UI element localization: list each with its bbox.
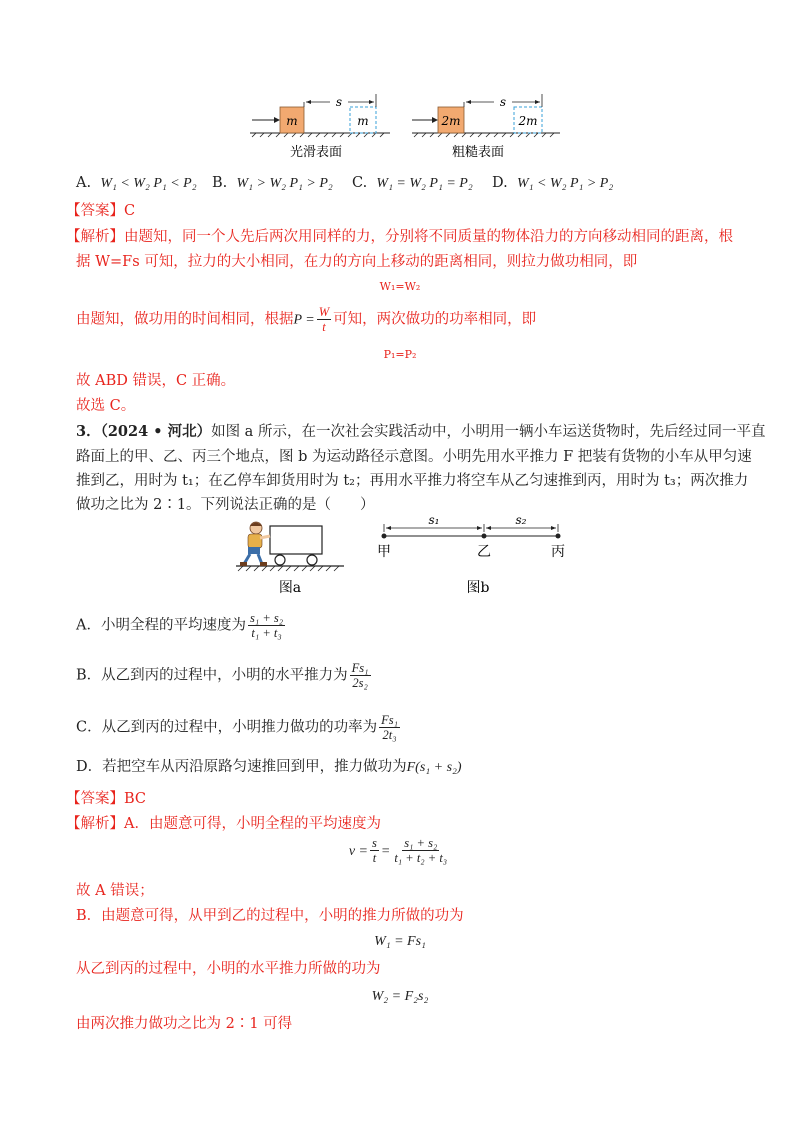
figure-b-label: 图b <box>466 580 490 596</box>
smooth-label: 光滑表面 <box>289 145 343 160</box>
svg-text:2m: 2m <box>518 114 538 128</box>
q3-option-a: A．小明全程的平均速度为 $\frac{\text{s₁ + s₂}}{\text{t₁ + t₃}}$ <box>76 611 284 640</box>
answer-q2: 【答案】C <box>66 203 136 219</box>
eq-p: P₁=P₂ <box>383 348 417 361</box>
q3-option-d: D．若把空车从丙沿原路匀速推回到甲，推力做功为F(s₁ + s₂) <box>76 759 462 775</box>
analysis-q3-b2: 从乙到丙的过程中，小明的水平推力所做的功为 <box>76 961 381 977</box>
svg-text:s₂: s₂ <box>515 513 527 527</box>
point-bing: 丙 <box>551 544 565 560</box>
conclusion-2: 故选 C。 <box>76 398 136 414</box>
q3-stem-line4: 做功之比为 2∶1。下列说法正确的是（ ） <box>76 497 375 513</box>
analysis-q3-b: B．由题意可得，从甲到乙的过程中，小明的推力所做的功为 <box>76 908 464 924</box>
conclusion-1: 故 ABD 错误，C 正确。 <box>76 373 236 389</box>
svg-text:m: m <box>286 114 298 128</box>
svg-text:m: m <box>357 114 369 128</box>
cart-body <box>270 526 322 554</box>
a-wrong: 故 A 错误； <box>76 883 154 899</box>
option-a: A. W₁ < W₂ P₁ < P₂ <box>76 175 197 191</box>
point-yi: 乙 <box>477 544 491 560</box>
q3-stem-line1: 3．（2024 • 河北）如图 a 所示，在一次社会实践活动中，小明用一辆小车运送货物时，先后经过同一平直 <box>76 423 766 440</box>
q3-option-b: B．从乙到丙的过程中，小明的水平推力为 $\frac{\text{Fs₁}}{\text{2s₂}}$ <box>76 661 369 690</box>
analysis-q3-b3: 由两次推力做功之比为 2∶1 可得 <box>76 1016 293 1032</box>
analysis-q2-line3: 由题知，做功用的时间相同，根据P = $\frac{W}{t}$ 可知，两次做功的功率相同，即 <box>76 305 537 334</box>
svg-text:s₁: s₁ <box>428 513 440 527</box>
eq-w2: W₂ = F₂s₂ <box>371 989 429 1004</box>
eq-w1: W₁ = Fs₁ <box>374 934 426 949</box>
rough-surface-diagram <box>412 94 560 160</box>
svg-text:s: s <box>335 95 343 109</box>
eq-v: v = $\frac{s}{t}$ = $\frac{\text{s₁ + s₂}}{\text{t₁ + t₂ + t₃}}$ <box>348 836 448 865</box>
analysis-q3-a: 【解析】A．由题意可得，小明全程的平均速度为 <box>66 816 381 832</box>
figure-b <box>372 512 572 598</box>
option-d: D. W₁ < W₂ P₁ > P₂ <box>492 175 614 191</box>
boy-icon <box>240 522 270 566</box>
answer-q3: 【答案】BC <box>66 791 147 807</box>
point-jia: 甲 <box>377 544 391 560</box>
svg-text:s: s <box>499 95 507 109</box>
blocks-figure <box>240 90 570 162</box>
option-b: B. W₁ > W₂ P₁ > P₂ <box>212 175 333 191</box>
q3-option-c: C．从乙到丙的过程中，小明推力做功的功率为 $\frac{\text{Fs₁}}{\text{2t₃}}$ <box>76 713 398 742</box>
figure-a <box>232 518 352 598</box>
eq-w: W₁=W₂ <box>379 280 421 293</box>
figure-a-label: 图a <box>278 580 302 596</box>
option-c: C. W₁ = W₂ P₁ = P₂ <box>352 175 473 191</box>
analysis-q2-line1: 【解析】由题知，同一个人先后两次用同样的力，分别将不同质量的物体沿力的方向移动相同的距离，根 <box>66 229 733 245</box>
smooth-surface-diagram <box>250 94 390 160</box>
analysis-q2-line2: 据 W=Fs 可知，拉力的大小相同，在力的方向上移动的距离相同，则拉力做功相同，即 <box>76 254 638 270</box>
q3-stem-line3: 推到乙，用时为 t₁；在乙停车卸货用时为 t₂；再用水平推力将空车从乙匀速推到丙，用时为 t₃；两次推力 <box>76 473 749 489</box>
rough-label: 粗糙表面 <box>451 145 505 160</box>
q3-stem-line2: 路面上的甲、乙、丙三个地点，图 b 为运动路径示意图。小明先用水平推力 F 把装有货物的小车从甲匀速 <box>76 449 752 465</box>
svg-text:2m: 2m <box>441 114 461 128</box>
